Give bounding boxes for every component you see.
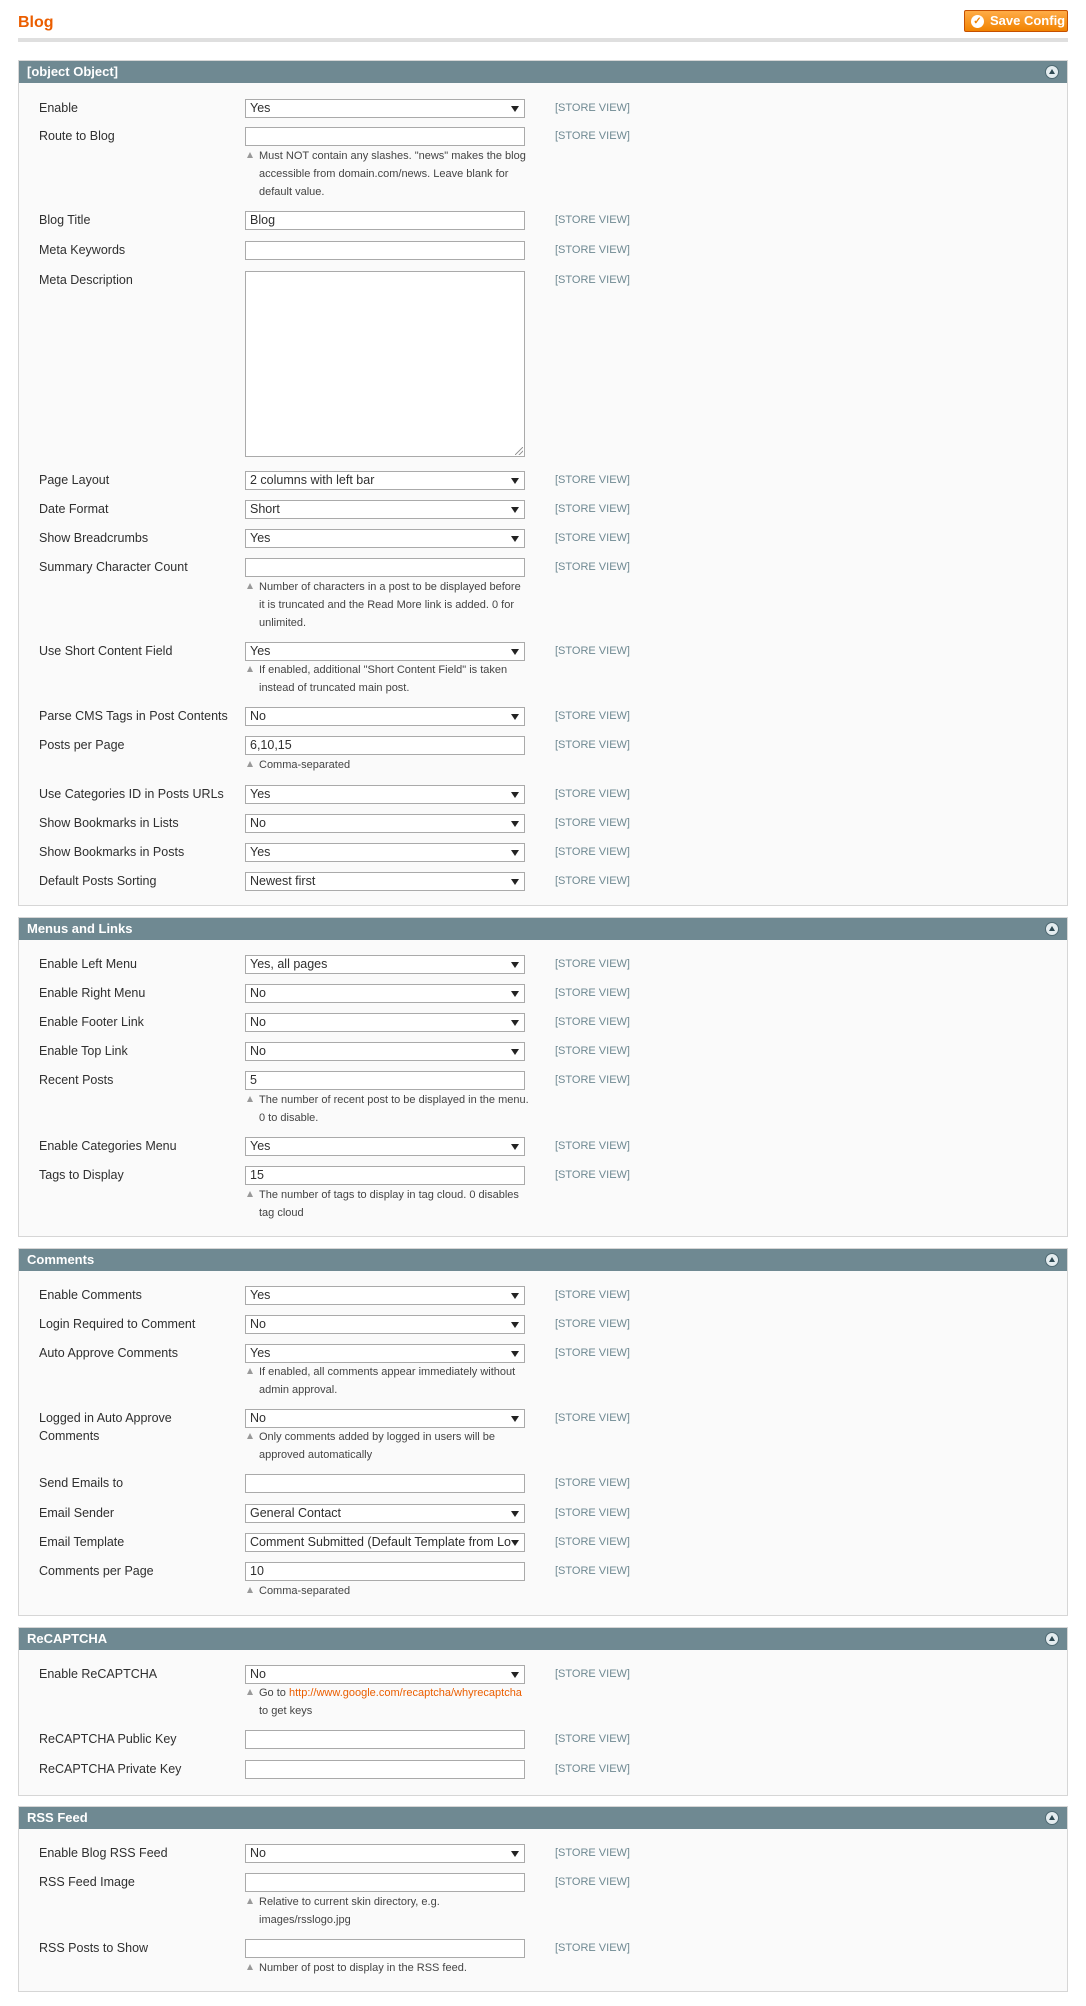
dropdown-arrow-icon: [511, 962, 519, 968]
field-label: RSS Posts to Show: [39, 1941, 149, 1955]
select-value: Yes: [250, 845, 271, 859]
note-line: Relative to current skin directory, e.g.: [259, 1896, 440, 1908]
field-label: Enable Left Menu: [39, 957, 137, 971]
note-triangle-icon: [247, 1191, 253, 1197]
field-label: ReCAPTCHA Private Key: [39, 1762, 182, 1776]
note-line: [259, 1684, 529, 1702]
scope-label: [STORE VIEW]: [555, 1347, 630, 1359]
dropdown-arrow-icon: [511, 1293, 519, 1299]
dropdown-arrow-icon: [511, 1020, 519, 1026]
bookmarks-lists-select[interactable]: [245, 814, 525, 833]
dropdown-arrow-icon: [511, 536, 519, 542]
scope-label: [STORE VIEW]: [555, 1536, 630, 1548]
scope-label: [STORE VIEW]: [555, 214, 630, 226]
scope-label: [STORE VIEW]: [555, 817, 630, 829]
save-config-button[interactable]: [964, 10, 1068, 32]
top-link-select[interactable]: [245, 1042, 525, 1061]
note-triangle-icon: [247, 1898, 253, 1904]
scope-label: [STORE VIEW]: [555, 503, 630, 515]
note-line: If enabled, all comments appear immediately without: [259, 1366, 516, 1378]
note-line: images/rsslogo.jpg: [259, 1914, 351, 1926]
scope-label: [STORE VIEW]: [555, 1318, 630, 1330]
field-label: Enable: [39, 101, 78, 115]
collapse-icon[interactable]: [1045, 1632, 1059, 1646]
note-line: Number of post to display in the RSS feed.: [259, 1962, 467, 1974]
dropdown-arrow-icon: [511, 850, 519, 856]
note-line: accessible from domain.com/news. Leave blank for: [259, 168, 509, 180]
scope-label: [STORE VIEW]: [555, 130, 630, 142]
collapse-icon[interactable]: [1045, 1811, 1059, 1825]
note-line: tag cloud: [259, 1207, 304, 1219]
field-label: Summary Character Count: [39, 560, 188, 574]
blog-title-input[interactable]: Blog: [245, 211, 525, 230]
dropdown-arrow-icon: [511, 649, 519, 655]
scope-label: [STORE VIEW]: [555, 1169, 630, 1181]
field-label: RSS Feed Image: [39, 1875, 135, 1889]
route-input[interactable]: [245, 127, 525, 146]
recaptcha-private-key-input[interactable]: [245, 1760, 525, 1779]
scope-label: [STORE VIEW]: [555, 739, 630, 751]
select-value: Yes, all pages: [250, 957, 328, 971]
scope-label: [STORE VIEW]: [555, 1565, 630, 1577]
field-label: Comments per Page: [39, 1564, 154, 1578]
field-note: [259, 756, 529, 774]
section-recaptcha: [18, 1627, 1068, 1796]
rss-posts-input[interactable]: [245, 1939, 525, 1958]
field-label: Default Posts Sorting: [39, 874, 157, 888]
section-header-comments[interactable]: [19, 1249, 1067, 1271]
section-header-recaptcha[interactable]: [19, 1628, 1067, 1650]
scope-label: [STORE VIEW]: [555, 1016, 630, 1028]
left-menu-select[interactable]: [245, 955, 525, 974]
select-value: No: [250, 986, 266, 1000]
label-line: Comments: [39, 1429, 100, 1443]
page-title: Blog: [18, 14, 54, 31]
label-line: Logged in Auto Approve: [39, 1411, 172, 1425]
categories-id-select[interactable]: [245, 785, 525, 804]
note-line: approved automatically: [259, 1449, 373, 1461]
note-line: it is truncated and the Read More link is added. 0 for: [259, 599, 514, 611]
note-line: unlimited.: [259, 617, 307, 629]
select-value: Yes: [250, 1139, 271, 1153]
field-note: [259, 147, 529, 201]
email-sender-select[interactable]: [245, 1504, 525, 1523]
dropdown-arrow-icon: [511, 1351, 519, 1357]
section-title: [object Object]: [27, 64, 119, 79]
field-label: Blog Title: [39, 213, 91, 227]
field-note: [259, 1582, 529, 1600]
save-config-label: Save Config: [990, 13, 1066, 28]
field-note: [259, 661, 529, 697]
comments-per-page-input[interactable]: 10: [245, 1562, 525, 1581]
dropdown-arrow-icon: [511, 879, 519, 885]
scope-label: [STORE VIEW]: [555, 1289, 630, 1301]
note-triangle-icon: [247, 1368, 253, 1374]
posts-sorting-select[interactable]: [245, 872, 525, 891]
field-label: Enable ReCAPTCHA: [39, 1667, 158, 1681]
field-label: Tags to Display: [39, 1168, 124, 1182]
field-label: Meta Description: [39, 273, 133, 287]
field-note: [259, 1186, 529, 1222]
footer-link-select[interactable]: [245, 1013, 525, 1032]
field-label: Page Layout: [39, 473, 110, 487]
note-triangle-icon: [247, 1096, 253, 1102]
breadcrumbs-select[interactable]: [245, 529, 525, 548]
select-value: Newest first: [250, 874, 316, 888]
summary-count-input[interactable]: [245, 558, 525, 577]
section-header-menus-links[interactable]: [19, 918, 1067, 940]
collapse-icon[interactable]: [1045, 65, 1059, 79]
field-note: [259, 1959, 529, 1977]
field-label: Show Bookmarks in Posts: [39, 845, 185, 859]
dropdown-arrow-icon: [511, 478, 519, 484]
select-value: No: [250, 1044, 266, 1058]
field-label: Enable Categories Menu: [39, 1139, 177, 1153]
recaptcha-public-key-input[interactable]: [245, 1730, 525, 1749]
field-label: Parse CMS Tags in Post Contents: [39, 709, 228, 723]
posts-per-page-input[interactable]: 6,10,15: [245, 736, 525, 755]
dropdown-arrow-icon: [511, 714, 519, 720]
field-label: Posts per Page: [39, 738, 125, 752]
logged-auto-approve-select[interactable]: [245, 1409, 525, 1428]
select-value: Yes: [250, 531, 271, 545]
login-required-select[interactable]: [245, 1315, 525, 1334]
enable-comments-select[interactable]: [245, 1286, 525, 1305]
scope-label: [STORE VIEW]: [555, 274, 630, 286]
select-value: Short: [250, 502, 280, 516]
collapse-icon[interactable]: [1045, 1253, 1059, 1267]
note-line: default value.: [259, 186, 325, 198]
field-label: [39, 1409, 239, 1445]
short-content-select[interactable]: [245, 642, 525, 661]
section-blog-settings: [18, 60, 1068, 906]
collapse-icon[interactable]: [1045, 922, 1059, 936]
section-header-rss-feed[interactable]: [19, 1807, 1067, 1829]
date-format-select[interactable]: [245, 500, 525, 519]
select-value: No: [250, 1667, 266, 1681]
recent-posts-input[interactable]: 5: [245, 1071, 525, 1090]
select-value: Comment Submitted (Default Template from Lo: [250, 1535, 511, 1549]
dropdown-arrow-icon: [511, 1851, 519, 1857]
enable-rss-select[interactable]: [245, 1844, 525, 1863]
section-title: RSS Feed: [27, 1810, 88, 1825]
dropdown-arrow-icon: [511, 1540, 519, 1546]
select-value: No: [250, 1411, 266, 1425]
field-label: Email Sender: [39, 1506, 115, 1520]
scope-label: [STORE VIEW]: [555, 958, 630, 970]
scope-label: [STORE VIEW]: [555, 1668, 630, 1680]
field-label: Enable Footer Link: [39, 1015, 144, 1029]
select-value: No: [250, 1846, 266, 1860]
scope-label: [STORE VIEW]: [555, 1477, 630, 1489]
scope-label: [STORE VIEW]: [555, 710, 630, 722]
field-label: Date Format: [39, 502, 109, 516]
field-label: Auto Approve Comments: [39, 1346, 178, 1360]
enable-select[interactable]: [245, 99, 525, 118]
section-rss-feed: [18, 1806, 1068, 1992]
note-triangle-icon: [247, 583, 253, 589]
note-line: Only comments added by logged in users will be: [259, 1431, 496, 1443]
note-triangle-icon: [247, 1689, 253, 1695]
field-label: Show Bookmarks in Lists: [39, 816, 179, 830]
scope-label: [STORE VIEW]: [555, 1733, 630, 1745]
categories-menu-select[interactable]: [245, 1137, 525, 1156]
select-value: Yes: [250, 101, 271, 115]
field-label: ReCAPTCHA Public Key: [39, 1732, 177, 1746]
note-line: Must NOT contain any slashes. "news" makes the blog: [259, 150, 526, 162]
check-icon: ✓: [971, 15, 984, 28]
scope-label: [STORE VIEW]: [555, 1045, 630, 1057]
scope-label: [STORE VIEW]: [555, 1847, 630, 1859]
dropdown-arrow-icon: [511, 1144, 519, 1150]
note-line: Comma-separated: [259, 759, 351, 771]
page-layout-select[interactable]: [245, 471, 525, 490]
note-triangle-icon: [247, 761, 253, 767]
note-prefix: Go to: [259, 1687, 289, 1699]
header-divider: [18, 38, 1068, 42]
section-title: ReCAPTCHA: [27, 1631, 108, 1646]
scope-label: [STORE VIEW]: [555, 987, 630, 999]
dropdown-arrow-icon: [511, 821, 519, 827]
field-label: Meta Keywords: [39, 243, 126, 257]
field-label: Show Breadcrumbs: [39, 531, 149, 545]
dropdown-arrow-icon: [511, 1672, 519, 1678]
field-label: Enable Top Link: [39, 1044, 128, 1058]
scope-label: [STORE VIEW]: [555, 1942, 630, 1954]
scope-label: [STORE VIEW]: [555, 102, 630, 114]
scope-label: [STORE VIEW]: [555, 532, 630, 544]
select-value: 2 columns with left bar: [250, 473, 375, 487]
dropdown-arrow-icon: [511, 991, 519, 997]
note-triangle-icon: [247, 1587, 253, 1593]
field-note: [259, 1363, 529, 1399]
scope-label: [STORE VIEW]: [555, 561, 630, 573]
field-label: Enable Right Menu: [39, 986, 146, 1000]
select-value: Yes: [250, 787, 271, 801]
field-note: [259, 1091, 529, 1127]
select-value: No: [250, 1317, 266, 1331]
note-triangle-icon: [247, 1964, 253, 1970]
recaptcha-link[interactable]: http://www.google.com/recaptcha/whyrecaptcha: [288, 1687, 522, 1699]
field-note: [259, 1428, 529, 1464]
note-line: admin approval.: [259, 1384, 338, 1396]
scope-label: [STORE VIEW]: [555, 1876, 630, 1888]
dropdown-arrow-icon: [511, 1322, 519, 1328]
field-label: Enable Comments: [39, 1288, 142, 1302]
field-label: Use Short Content Field: [39, 644, 173, 658]
select-value: Yes: [250, 644, 271, 658]
tags-display-input[interactable]: 15: [245, 1166, 525, 1185]
dropdown-arrow-icon: [511, 1049, 519, 1055]
scope-label: [STORE VIEW]: [555, 1507, 630, 1519]
enable-recaptcha-select[interactable]: [245, 1665, 525, 1684]
select-value: General Contact: [250, 1506, 342, 1520]
field-label: Use Categories ID in Posts URLs: [39, 787, 224, 801]
dropdown-arrow-icon: [511, 792, 519, 798]
note-triangle-icon: [247, 1433, 253, 1439]
bookmarks-posts-select[interactable]: [245, 843, 525, 862]
note-triangle-icon: [247, 152, 253, 158]
dropdown-arrow-icon: [511, 1511, 519, 1517]
note-line: to get keys: [259, 1705, 313, 1717]
select-value: No: [250, 709, 266, 723]
note-line: If enabled, additional "Short Content Field" is taken: [259, 664, 508, 676]
scope-label: [STORE VIEW]: [555, 846, 630, 858]
select-value: No: [250, 1015, 266, 1029]
send-emails-input[interactable]: [245, 1474, 525, 1493]
scope-label: [STORE VIEW]: [555, 244, 630, 256]
dropdown-arrow-icon: [511, 507, 519, 513]
scope-label: [STORE VIEW]: [555, 645, 630, 657]
scope-label: [STORE VIEW]: [555, 875, 630, 887]
note-line: The number of tags to display in tag cloud. 0 disables: [259, 1189, 519, 1201]
field-label: Send Emails to: [39, 1476, 124, 1490]
field-label: Route to Blog: [39, 129, 115, 143]
email-template-select[interactable]: [245, 1533, 525, 1552]
right-menu-select[interactable]: [245, 984, 525, 1003]
section-menus-links: [18, 917, 1068, 1237]
section-title: Comments: [27, 1252, 95, 1267]
dropdown-arrow-icon: [511, 106, 519, 112]
note-line: Number of characters in a post to be displayed before: [259, 581, 521, 593]
auto-approve-select[interactable]: [245, 1344, 525, 1363]
scope-label: [STORE VIEW]: [555, 474, 630, 486]
field-note: [259, 1684, 529, 1720]
note-line: Comma-separated: [259, 1585, 351, 1597]
field-label: Email Template: [39, 1535, 125, 1549]
note-line: The number of recent post to be displayed in the menu.: [259, 1094, 529, 1106]
scope-label: [STORE VIEW]: [555, 1140, 630, 1152]
note-triangle-icon: [247, 666, 253, 672]
meta-keywords-input[interactable]: [245, 241, 525, 260]
field-label: Login Required to Comment: [39, 1317, 196, 1331]
select-value: Yes: [250, 1346, 271, 1360]
section-comments: [18, 1248, 1068, 1616]
note-line: 0 to disable.: [259, 1112, 319, 1124]
section-header-blog-settings[interactable]: [19, 61, 1067, 83]
select-value: Yes: [250, 1288, 271, 1302]
resize-grip-icon[interactable]: [515, 447, 523, 455]
scope-label: [STORE VIEW]: [555, 788, 630, 800]
rss-image-input[interactable]: [245, 1873, 525, 1892]
dropdown-arrow-icon: [511, 1416, 519, 1422]
scope-label: [STORE VIEW]: [555, 1763, 630, 1775]
section-title: Menus and Links: [27, 921, 133, 936]
select-value: No: [250, 816, 266, 830]
field-note: [259, 1893, 529, 1929]
scope-label: [STORE VIEW]: [555, 1412, 630, 1424]
field-label: Enable Blog RSS Feed: [39, 1846, 168, 1860]
scope-label: [STORE VIEW]: [555, 1074, 630, 1086]
note-line: instead of truncated main post.: [259, 682, 410, 694]
parse-cms-select[interactable]: [245, 707, 525, 726]
meta-description-textarea[interactable]: [245, 271, 525, 457]
field-label: Recent Posts: [39, 1073, 114, 1087]
field-note: [259, 578, 529, 632]
